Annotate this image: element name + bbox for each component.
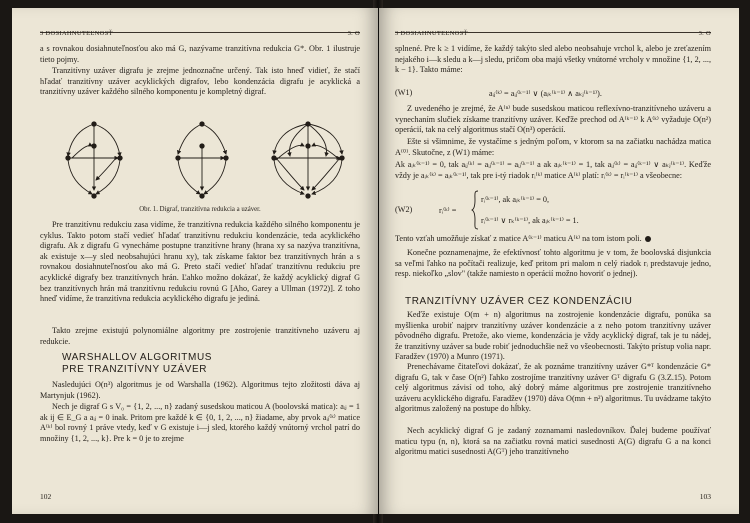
left-page-number: 102 xyxy=(40,492,52,501)
right-paragraph-4: Ak aᵢₖ⁽ᵏ⁻¹⁾ = 0, tak aᵢⱼ⁽ᵏ⁾ = aᵢⱼ⁽ᵏ⁻¹⁾ = aᵢⱼ⁽ᵏ⁻¹⁾ a ak aᵢₖ⁽ᵏ⁻¹⁾ = 1, tak aᵢⱼ⁽ᵏ⁾ = aᵢⱼ⁽ᵏ⁻¹⁾ ∨ aₖⱼ⁽ᵏ⁻¹⁾. Keďže vždy je aᵢₖ⁽ᵏ⁾ = aᵢₖ⁽ᵏ⁻¹⁾, tak pre i-tý riadok rᵢ⁽ᵏ⁾ matice A⁽ᵏ⁾ platí: rᵢ⁽ᵏ⁾ = rᵢ⁽ᵏ⁻¹⁾ a všeobecne: xyxy=(395,160,711,180)
section-heading-warshall-line2: PRE TRANZITÍVNY UZÁVER xyxy=(62,364,208,375)
right-paragraph-8: Prenechávame čitateľovi dokázať, že ak poznáme tranzitívny uzáver G*ᵀ kondenzácie G* digrafu G, tak v čase O(n²) ľahko zostrojíme tranzitívny uzáver Gᵀ digrafu G (3.Z.15). Potom celý algoritmus závisí od toho, aký dobrý máme algoritmus pre zostrojenie tranzitívneho uzáveru acyklického digrafu. Faradžev (1970) dáva O(mn + n²) algoritmus. Tu uvádzame takýto algoritmus založený na postupe do hĺbky. xyxy=(395,362,711,414)
left-paragraph-2: Tranzitívny uzáver digrafu je zrejme jednoznačne určený. Tak isto hneď vidieť, že stačí hľadať tranzitívny uzáver acyklických digrafov, lebo kondenzácia digrafu je acyklická a tranzitívny uzáver každého silného komponentu je kompletný digraf. xyxy=(40,66,360,97)
right-paragraph-5 xyxy=(395,234,711,245)
digraph-transitive-closure xyxy=(272,122,344,198)
left-paragraph-6: Nech je digraf G s V₀ = {1, 2, ..., n} zadaný susedskou maticou A (boolovská matica): aᵢⱼ = 1 ak ij ∈ E_G a aᵢⱼ = 0 inak. Pritom pre každé k ∈ {0, 1, 2, ..., n} žiadame, aby prvok aᵢⱼ⁽ᵏ⁾ matice A⁽ᵏ⁾ bol rovný 1 práve vtedy, keď v G existuje i—j sled, ktorého každý vnútorný vrchol patrí do množiny {1, 2, ..., k}. Pre k = 0 je to zrejme xyxy=(40,402,360,443)
figure-digraphs xyxy=(52,116,352,204)
equation-w1-label: (W1) xyxy=(395,88,413,97)
right-running-header xyxy=(395,30,711,37)
right-paragraph-3: Ešte si všimnime, že vystačíme s jedným poľom, v ktorom sa na začiatku nachádza matica A⁽⁰⁾. Skutočne, z (W1) máme: xyxy=(395,137,711,157)
left-running-header xyxy=(40,30,360,37)
left-paragraph-1: a s rovnakou dosiahnuteľnosťou ako má G, nazývame tranzitívna redukcia G*. Obr. 1 ilustruje tieto pojmy. xyxy=(40,44,360,64)
equation-w1: aᵢⱼ⁽ᵏ⁾ = aᵢⱼ⁽ᵏ⁻¹⁾ ∨ (aᵢₖ⁽ᵏ⁻¹⁾ ∧ aₖⱼ⁽ᵏ⁻¹⁾). xyxy=(489,89,602,98)
section-heading-condensation: TRANZITÍVNY UZÁVER CEZ KONDENZÁCIU xyxy=(405,296,633,307)
right-page xyxy=(379,8,739,514)
right-paragraph-2: Z uvedeného je zrejmé, že A⁽ⁿ⁾ bude susedskou maticou reflexívno-tranzitívneho uzáveru a vynechaním slučiek získame tranzitívny uzáver. Keďže prechod od A⁽ᵏ⁻¹⁾ k A⁽ᵏ⁾ vyžaduje O(n²) operácií, tak na celý algoritmus stačí O(n³) operácií. xyxy=(395,104,711,135)
left-paragraph-5: Nasledujúci O(n³) algoritmus je od Warshalla (1962). Algoritmus tejto zložitosti dáva aj Martynjuk (1962). xyxy=(40,380,360,400)
equation-w2-brace xyxy=(471,190,479,230)
digraph-transitive-reduction xyxy=(176,122,228,198)
right-paragraph-1: splnené. Pre k ≥ 1 vidíme, že každý takýto sled alebo neobsahuje vrchol k, alebo je zreťazením nejakého i—k sledu a k—j sledu, pričom oba majú všetky vnútorné vrcholy v množine {1, 2, ..., k − 1}. Takto máme: xyxy=(395,44,711,75)
left-header-chapter: 3 DOSIAHNUTEĽNOSŤ xyxy=(40,30,113,37)
right-page-number: 103 xyxy=(699,492,711,501)
left-page xyxy=(12,8,378,514)
right-paragraph-5-text: Tento vzťah umožňuje získať z matice A⁽ᵏ⁻¹⁾ maticu A⁽ᵏ⁾ na tom istom poli. xyxy=(395,234,642,243)
section-heading-warshall-line1: WARSHALLOV ALGORITMUS xyxy=(62,352,213,363)
equation-w2-case-2: rᵢ⁽ᵏ⁻¹⁾ ∨ rₖ⁽ᵏ⁻¹⁾, ak aᵢₖ⁽ᵏ⁻¹⁾ = 1. xyxy=(481,216,579,225)
right-header-chapter: 3 DOSIAHNUTEĽNOSŤ xyxy=(395,30,468,37)
right-paragraph-6: Konečne poznamenajme, že efektívnosť tohto algoritmu je v tom, že boolovská disjunkcia sa veľmi ľahko na počítači realizuje, keď pritom pri malom n celý riadok rᵢ predstavuje jedno, resp. niekoľko „slov" (takže namiesto n operácií možno hovoriť o jednej). xyxy=(395,248,711,279)
equation-w2-case-1: rᵢ⁽ᵏ⁻¹⁾, ak aᵢₖ⁽ᵏ⁻¹⁾ = 0, xyxy=(481,195,550,204)
equation-w2-lhs: rᵢ⁽ᵏ⁾ = xyxy=(439,206,457,215)
right-paragraph-9: Nech acyklický digraf G je zadaný zoznamami nasledovníkov. Ďalej budeme používať maticu typu (n, n), ktorá sa na začiatku rovná matici susednosti A(G) digrafu G a na konci algoritmu matici susednosti A(Gᵀ) jeho tranzitívneho xyxy=(395,426,711,457)
figure-caption: Obr. 1. Digraf, tranzitívna redukcia a uzáver. xyxy=(139,206,261,213)
right-paragraph-7: Keďže existuje O(m + n) algoritmus na zostrojenie kondenzácie digrafu, ponúka sa myšlienka urobiť najprv tranzitívny uzáver kondenzácie a z neho potom tranzitívny uzáver pôvodného digrafu. Pretože, ako vieme, kondenzácia je vždy acyklický digraf, tak je tu nádej, že tranzitívny uzáver sa bude robiť jednoduchšie než vo všeobecnosti. Takýto prístup volia napr. Faradžev (1970) a Munro (1971). xyxy=(395,310,711,362)
digraph-original xyxy=(66,122,122,198)
left-paragraph-4: Takto zrejme existujú polynomiálne algoritmy pre zostrojenie tranzitívneho uzáveru aj redukcie. xyxy=(40,326,360,346)
end-of-proof-icon xyxy=(645,236,651,242)
left-header-section: 3. O xyxy=(347,30,360,37)
right-header-section: 3. O xyxy=(698,30,711,37)
left-paragraph-3: Pre tranzitívnu redukciu zasa vidíme, že tranzitívna redukcia každého silného komponentu je cyklus. Takto potom stačí vedieť hľadať tranzitívnu redukciu kondenzácie, teda acyklického digrafu. Ak z digrafu G vynecháme postupne tranzitívne hrany (hrana xy sa nazýva tranzitívna, ak existuje x—y sled neobsahujúci hranu xy), tak získame faktor bez tranzitívnych hrán a s rovnakou dosiahnuteľnosťou ako má G. Preto stačí vedieť hľadať tranzitívnu redukciu pre acyklické digrafy bez tranzitívnych hrán. Ľahko možno dokázať, že každý acyklický digraf G bez tranzitívnych hrán má tranzitívnu redukciu rovnú G [Aho, Garey a Ullman (1972)]. Z toho hneď vidíme, že tranzitívna redukcia acyklického digrafu je jediná. xyxy=(40,220,360,304)
equation-w2-label: (W2) xyxy=(395,205,413,214)
